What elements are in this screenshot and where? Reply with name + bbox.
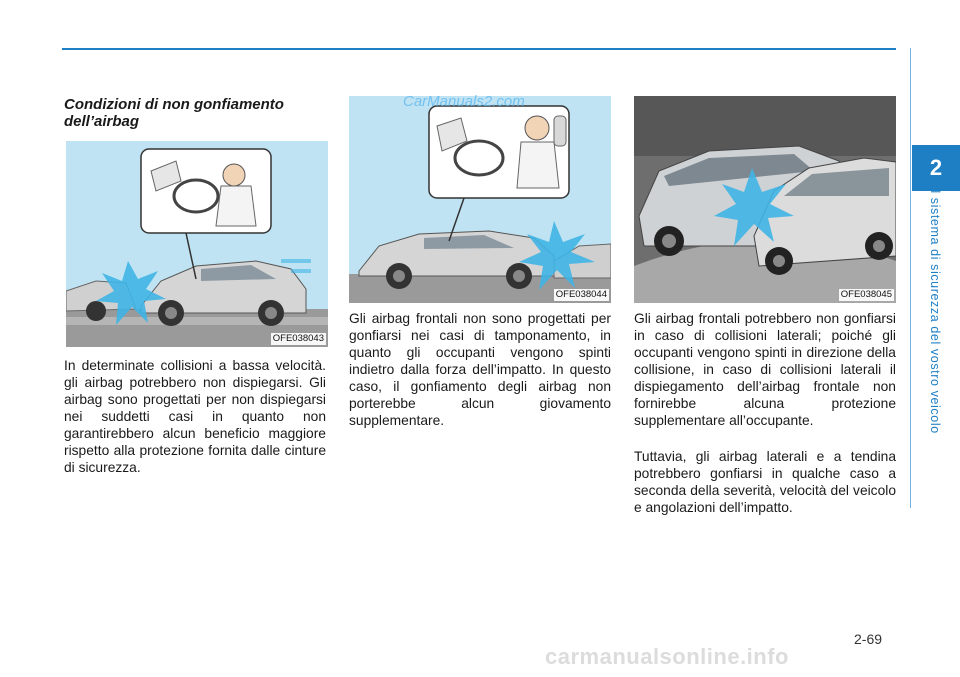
watermark-carmanualsonline: carmanualsonline.info: [545, 644, 789, 669]
watermark-carmanuals2: CarManuals2.com: [403, 93, 525, 110]
chapter-tab[interactable]: 2: [912, 145, 960, 191]
right-column-paragraph-2: Tuttavia, gli airbag laterali e a tendina potrebbero gonfiarsi in qualche caso a seconda della severità, velocità del veicolo e angolazioni dell’impatto.: [634, 449, 896, 515]
header-rule: [62, 48, 896, 50]
figure-illustration: [66, 141, 328, 347]
figure-rear-collision: [349, 96, 611, 303]
figure-side-collision: [634, 96, 896, 303]
figure-code: OFE038043: [272, 333, 324, 344]
figure-low-speed-collision: [66, 141, 328, 347]
page-number: 2-69: [854, 631, 883, 647]
figure-illustration: [634, 96, 896, 303]
figure-code: OFE038044: [555, 289, 607, 300]
figure-code: OFE038045: [840, 289, 892, 300]
right-column-paragraph-1: Gli airbag frontali potrebbero non gonfiarsi in caso di collisioni laterali; poiché gli occupanti vengono spinti in direzione della collisione, in caso di collisioni laterali il dispiegamento dell’airbag frontale non fornirebbe alcuna protezione supplementare all’occupante.: [634, 311, 896, 428]
left-column-paragraph: In determinate collisioni a bassa velocità. gli airbag potrebbero non dispiegarsi. Gli airbag sono progettati per non dispiegarsi nei suddetti casi in quanto non garantirebbero alcun beneficio maggiore rispetto alla protezione fornita dalle cinture di sicurezza.: [64, 358, 326, 475]
section-title: Condizioni di non gonfiamento dell’airbag: [64, 96, 284, 130]
middle-column-paragraph: Gli airbag frontali non sono progettati per gonfiarsi nei casi di tamponamento, in quanto gli occupanti vengono spinti indietro dalla forza dell’impatto. In questo caso, il gonfiamento degli airbag non porterebbe alcun giovamento supplementare.: [349, 311, 611, 428]
chapter-title: Il sistema di sicurezza del vostro veicolo: [928, 186, 942, 434]
figure-illustration: [349, 96, 611, 303]
side-rule: [910, 48, 911, 508]
